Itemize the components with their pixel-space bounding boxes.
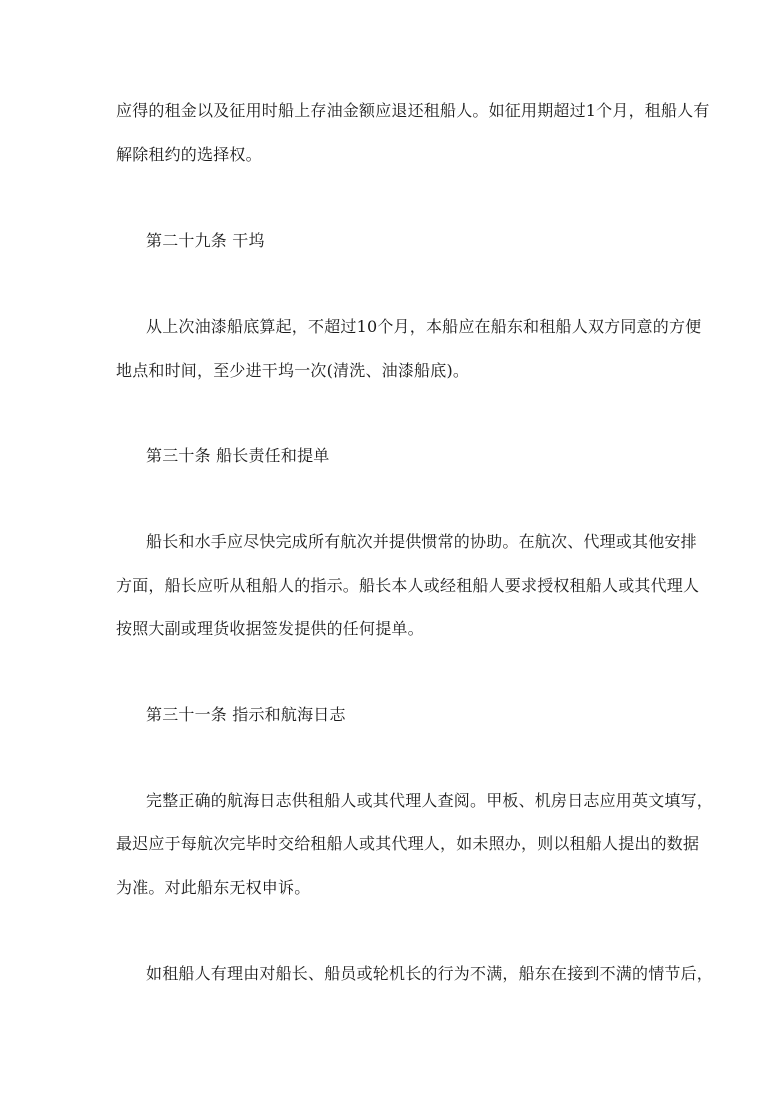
paragraph-line: 如租船人有理由对船长、船员或轮机长的行为不满，船东在接到不满的情节后， (146, 964, 714, 983)
paragraph-line: 船长和水手应尽快完成所有航次并提供惯常的协助。在航次、代理或其他安排 (146, 532, 697, 551)
paragraph-line: 完整正确的航海日志供租船人或其代理人查阅。甲板、机房日志应用英文填写， (146, 791, 714, 810)
paragraph-line: 为准。对此船东无权申诉。 (116, 878, 311, 897)
paragraph-line: 方面，船长应听从租船人的指示。船长本人或经租船人要求授权租船人或其代理人 (116, 576, 700, 595)
paragraph-line: 应得的租金以及征用时船上存油金额应退还租船人。如征用期超过1个月，租船人有 (116, 101, 710, 120)
section-heading: 第三十条 船长责任和提单 (146, 446, 330, 465)
section-heading: 第三十一条 指示和航海日志 (146, 705, 346, 724)
section-heading: 第二十九条 干坞 (146, 231, 265, 250)
paragraph-line: 地点和时间，至少进干坞一次(清洗、油漆船底)。 (116, 361, 470, 380)
paragraph-line: 最迟应于每航次完毕时交给租船人或其代理人，如未照办，则以租船人提出的数据 (116, 834, 700, 853)
paragraph-line: 从上次油漆船底算起，不超过10个月，本船应在船东和租船人双方同意的方便 (146, 317, 702, 336)
paragraph-line: 解除租约的选择权。 (116, 145, 262, 164)
paragraph-line: 按照大副或理货收据签发提供的任何提单。 (116, 619, 424, 638)
